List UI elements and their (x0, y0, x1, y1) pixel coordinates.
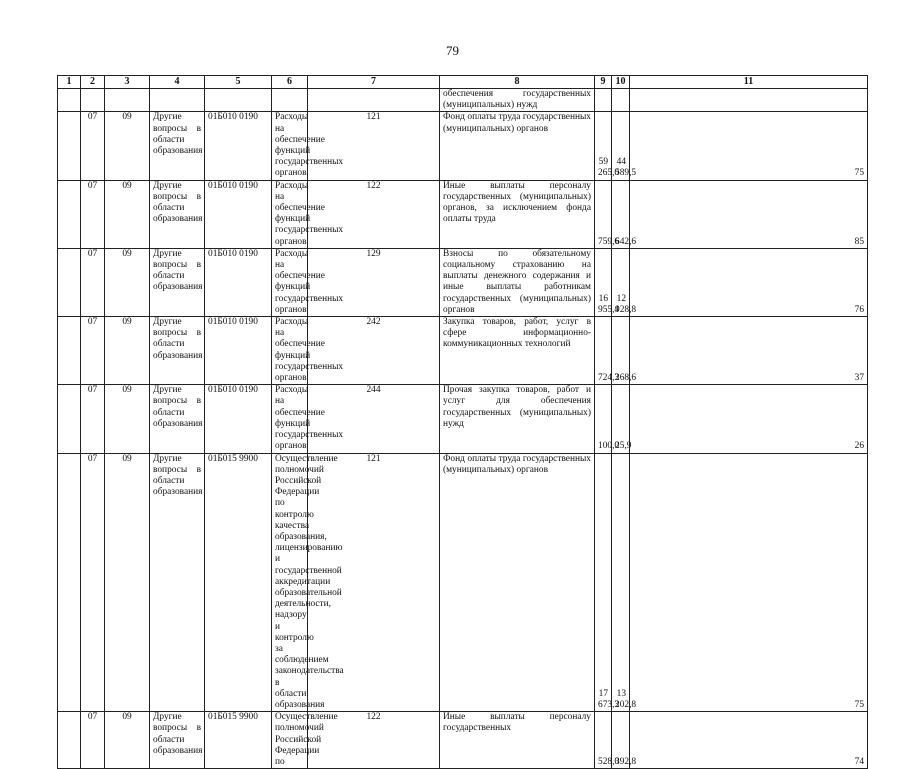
section-name: Другие вопросы в области образования (150, 453, 205, 712)
budget-table (57, 75, 868, 769)
section-name: Другие вопросы в области образования (150, 385, 205, 453)
subsection-code: 09 (105, 248, 150, 316)
executed-amount: 268,6 (612, 317, 630, 385)
execution-percent (630, 89, 868, 112)
target-article-code: 01Б010 0190 (205, 180, 272, 248)
column-header: 4 (150, 76, 205, 89)
approved-amount: 528,0 (595, 712, 612, 769)
target-article-name: Расходы на обеспечение функций государственных органов (272, 248, 308, 316)
col-1-cell (58, 317, 81, 385)
execution-percent: 76 (630, 248, 868, 316)
subsection-code: 09 (105, 712, 150, 769)
column-header: 11 (630, 76, 868, 89)
target-article-name: Расходы на обеспечение функций государственных органов (272, 385, 308, 453)
target-article-code: 01Б010 0190 (205, 385, 272, 453)
expense-type-code: 121 (308, 453, 440, 712)
approved-amount: 16 955,4 (595, 248, 612, 316)
column-header: 9 (595, 76, 612, 89)
expense-type-code: 121 (308, 112, 440, 180)
table-row (58, 712, 868, 769)
executed-amount: 44 589,5 (612, 112, 630, 180)
section-code: 07 (81, 385, 105, 453)
table-row (58, 89, 868, 112)
subsection-code: 09 (105, 317, 150, 385)
target-article-code: 01Б010 0190 (205, 112, 272, 180)
expense-type-code: 122 (308, 180, 440, 248)
execution-percent: 37 (630, 317, 868, 385)
column-header: 5 (205, 76, 272, 89)
col-1-cell (58, 453, 81, 712)
col-1-cell (58, 385, 81, 453)
table-row (58, 180, 868, 248)
section-name: Другие вопросы в области образования (150, 712, 205, 769)
column-header: 10 (612, 76, 630, 89)
target-article-code (205, 89, 272, 112)
executed-amount (612, 89, 630, 112)
approved-amount: 759,6 (595, 180, 612, 248)
target-article-name (272, 89, 308, 112)
target-article-name: Расходы на обеспечение функций государственных органов (272, 180, 308, 248)
section-code: 07 (81, 248, 105, 316)
column-header: 3 (105, 76, 150, 89)
expense-type-code: 129 (308, 248, 440, 316)
table-row (58, 112, 868, 180)
executed-amount: 13 202,8 (612, 453, 630, 712)
execution-percent: 75 (630, 453, 868, 712)
section-code: 07 (81, 112, 105, 180)
table-row (58, 385, 868, 453)
section-code: 07 (81, 180, 105, 248)
expense-type-name: Иные выплаты персоналу государственных (муниципальных) органов, за исключением фонда оплаты труда (440, 180, 595, 248)
col-1-cell (58, 712, 81, 769)
target-article-code: 01Б015 9900 (205, 712, 272, 769)
section-code (81, 89, 105, 112)
table-header-row (58, 76, 868, 89)
executed-amount: 392,8 (612, 712, 630, 769)
target-article-name: Осуществление полномочий Российской Федерации по (272, 712, 308, 769)
approved-amount: 100,0 (595, 385, 612, 453)
subsection-code: 09 (105, 385, 150, 453)
subsection-code: 09 (105, 453, 150, 712)
expense-type-code (308, 89, 440, 112)
section-name: Другие вопросы в области образования (150, 248, 205, 316)
target-article-name: Расходы на обеспечение функций государственных органов (272, 112, 308, 180)
target-article-name: Осуществление полномочий Российской Федерации по контролю качества образования, лицензированию и государственной аккредитации образовательной деятельности, надзору и контролю за соблюдением законодательства в области образования (272, 453, 308, 712)
expense-type-name: Фонд оплаты труда государственных (муниципальных) органов (440, 453, 595, 712)
col-1-cell (58, 180, 81, 248)
target-article-name: Расходы на обеспечение функций государственных органов (272, 317, 308, 385)
table-row (58, 453, 868, 712)
expense-type-name: Иные выплаты персоналу государственных (440, 712, 595, 769)
column-header: 7 (308, 76, 440, 89)
col-1-cell (58, 89, 81, 112)
execution-percent: 75 (630, 112, 868, 180)
section-code: 07 (81, 712, 105, 769)
executed-amount: 12 928,8 (612, 248, 630, 316)
expense-type-code: 242 (308, 317, 440, 385)
approved-amount: 59 265,0 (595, 112, 612, 180)
approved-amount: 17 673,3 (595, 453, 612, 712)
subsection-code: 09 (105, 180, 150, 248)
subsection-code: 09 (105, 112, 150, 180)
table-row (58, 317, 868, 385)
subsection-code (105, 89, 150, 112)
execution-percent: 74 (630, 712, 868, 769)
approved-amount (595, 89, 612, 112)
expense-type-name: Закупка товаров, работ, услуг в сфере информационно-коммуникационных технологий (440, 317, 595, 385)
column-header: 2 (81, 76, 105, 89)
target-article-code: 01Б010 0190 (205, 248, 272, 316)
section-name: Другие вопросы в области образования (150, 180, 205, 248)
col-1-cell (58, 112, 81, 180)
approved-amount: 724,3 (595, 317, 612, 385)
target-article-code: 01Б015 9900 (205, 453, 272, 712)
executed-amount: 25,9 (612, 385, 630, 453)
expense-type-name: Прочая закупка товаров, работ и услуг для обеспечения государственных (муниципальных) нужд (440, 385, 595, 453)
expense-type-name: Взносы по обязательному социальному страхованию на выплаты денежного содержания и иные выплаты работникам государственных (муниципальных) органов (440, 248, 595, 316)
section-name (150, 89, 205, 112)
column-header: 8 (440, 76, 595, 89)
section-code: 07 (81, 453, 105, 712)
section-name: Другие вопросы в области образования (150, 317, 205, 385)
section-name: Другие вопросы в области образования (150, 112, 205, 180)
page-number: 79 (446, 43, 459, 58)
execution-percent: 26 (630, 385, 868, 453)
expense-type-code: 244 (308, 385, 440, 453)
executed-amount: 642,6 (612, 180, 630, 248)
column-header: 6 (272, 76, 308, 89)
expense-type-code: 122 (308, 712, 440, 769)
target-article-code: 01Б010 0190 (205, 317, 272, 385)
table-row (58, 248, 868, 316)
col-1-cell (58, 248, 81, 316)
column-header: 1 (58, 76, 81, 89)
section-code: 07 (81, 317, 105, 385)
expense-type-name: Фонд оплаты труда государственных (муниципальных) органов (440, 112, 595, 180)
expense-type-name: обеспечения государственных (муниципальных) нужд (440, 89, 595, 112)
execution-percent: 85 (630, 180, 868, 248)
